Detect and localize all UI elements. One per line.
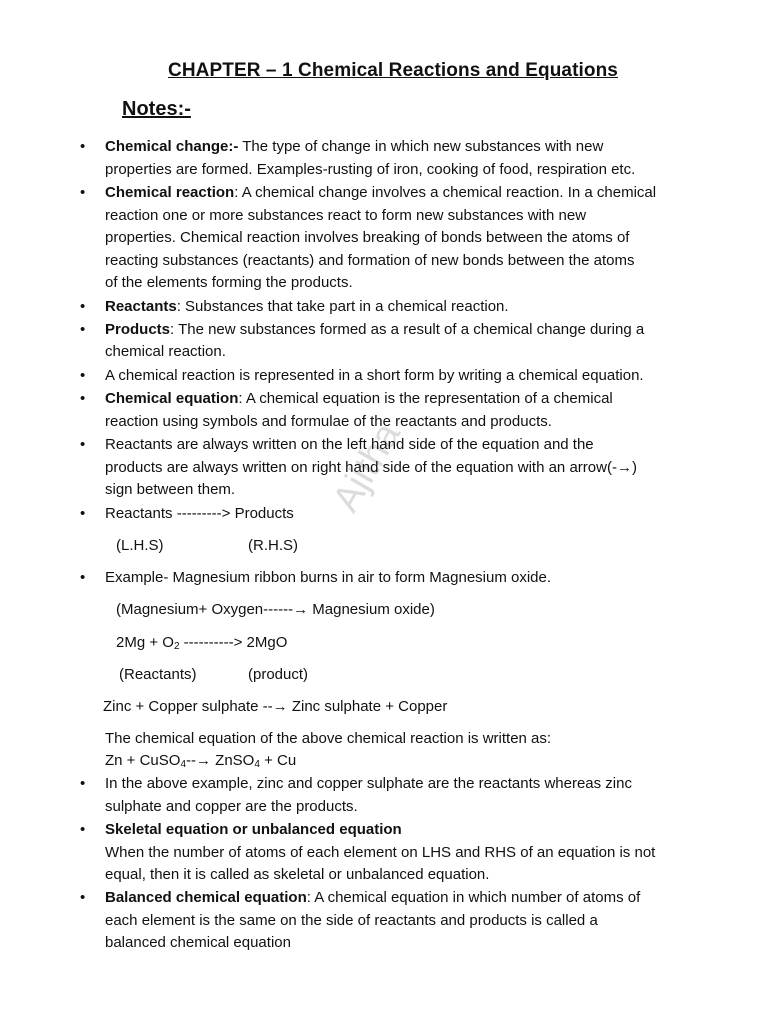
- written-as-line: The chemical equation of the above chemical reaction is written as:: [105, 730, 552, 747]
- chemical-reaction-line-3: properties. Chemical reaction involves breaking of bonds between the atoms of: [105, 229, 630, 246]
- chemical-reaction-line-5: of the elements forming the products.: [105, 274, 353, 291]
- chemical-equation-text: : A chemical equation is the representation of a chemical: [238, 390, 613, 407]
- bullet-icon: [80, 567, 90, 589]
- bullet-icon: [80, 819, 90, 841]
- above-example-line-1: In the above example, zinc and copper sulphate are the reactants whereas zinc: [105, 775, 632, 792]
- product-label: (product): [248, 666, 309, 683]
- sides-line-1: Reactants are always written on the left hand side of the equation and the: [105, 436, 594, 453]
- zn-eq-part-2: --→ ZnSO: [186, 752, 255, 769]
- products-line-1: [105, 319, 644, 341]
- skeletal-heading: [105, 819, 402, 841]
- rhs-label: (R.H.S): [248, 537, 298, 554]
- bullet-icon: [80, 434, 90, 456]
- chemical-equation-line-1: [105, 388, 613, 410]
- bullet-icon: [80, 319, 90, 341]
- magnesium-chemical-equation: [116, 632, 287, 658]
- zn-eq-part-3: + Cu: [259, 752, 297, 769]
- chemical-equation-line-2: reaction using symbols and formulae of the reactants and products.: [105, 413, 552, 430]
- reactants-products-line: Reactants ---------> Products: [105, 505, 294, 522]
- skeletal-line-1: When the number of atoms of each element on LHS and RHS of an equation is not: [105, 844, 656, 861]
- skeletal-term: Skeletal equation or unbalanced equation: [105, 821, 402, 838]
- sides-line-2: products are always written on right hand side of the equation with an arrow(-→): [105, 459, 637, 476]
- zn-eq-subscript-1: 4: [180, 759, 187, 770]
- mg-eq-subscript: 2: [173, 641, 180, 652]
- chemical-reaction-line-1: [105, 182, 656, 204]
- chemical-reaction-line-4: reacting substances (reactants) and formation of new bonds between the atoms: [105, 252, 635, 269]
- bullet-icon: [80, 773, 90, 795]
- notes-heading: Notes:-: [122, 98, 191, 120]
- skeletal-line-2: equal, then it is called as skeletal or unbalanced equation.: [105, 866, 490, 883]
- balanced-line-3: balanced chemical equation: [105, 934, 291, 951]
- balanced-line-2: each element is the same on the side of reactants and products is called a: [105, 912, 598, 929]
- chemical-change-term: Chemical change:-: [105, 138, 239, 155]
- chemical-change-line-2: properties are formed. Examples-rusting of iron, cooking of food, respiration etc.: [105, 161, 636, 178]
- mg-eq-part-1: 2Mg + O: [116, 634, 174, 651]
- chemical-reaction-text: : A chemical change involves a chemical reaction. In a chemical: [234, 184, 657, 201]
- chemical-reaction-line-2: reaction one or more substances react to form new substances with new: [105, 207, 587, 224]
- magnesium-word-equation: (Magnesium+ Oxygen------→ Magnesium oxide): [116, 601, 435, 618]
- chapter-title: CHAPTER – 1 Chemical Reactions and Equations: [168, 60, 618, 81]
- zinc-word-equation: Zinc + Copper sulphate --→ Zinc sulphate + Copper: [103, 698, 448, 715]
- bullet-icon: [80, 136, 90, 158]
- sides-line-3: sign between them.: [105, 481, 236, 498]
- chemical-equation-term: Chemical equation: [105, 390, 239, 407]
- chemical-reaction-term: Chemical reaction: [105, 184, 235, 201]
- bullet-icon: [80, 182, 90, 204]
- bullet-icon: [80, 887, 90, 909]
- products-term: Products: [105, 321, 171, 338]
- chemical-change-line-1: [105, 136, 603, 158]
- reactants-label: (Reactants): [119, 666, 197, 683]
- reactants-term: Reactants: [105, 298, 177, 315]
- reactants-text: : Substances that take part in a chemical reaction.: [176, 298, 509, 315]
- balanced-text: : A chemical equation in which number of atoms of: [306, 889, 641, 906]
- bullet-icon: [80, 503, 90, 525]
- chemical-change-text: The type of change in which new substances with new: [238, 138, 604, 155]
- mg-eq-part-2: ----------> 2MgO: [179, 634, 288, 651]
- balanced-line-1: [105, 887, 640, 909]
- example-line: Example- Magnesium ribbon burns in air to form Magnesium oxide.: [105, 569, 552, 586]
- reactants-line: [105, 296, 509, 318]
- bullet-icon: [80, 365, 90, 387]
- bullet-icon: [80, 296, 90, 318]
- short-form-line: A chemical reaction is represented in a short form by writing a chemical equation.: [105, 367, 644, 384]
- lhs-label: (L.H.S): [116, 537, 164, 554]
- above-example-line-2: sulphate and copper are the products.: [105, 798, 358, 815]
- products-text: : The new substances formed as a result of a chemical change during a: [170, 321, 645, 338]
- watermark: Ajitha: [325, 415, 409, 519]
- balanced-term: Balanced chemical equation: [105, 889, 307, 906]
- products-line-2: chemical reaction.: [105, 343, 226, 360]
- zn-eq-part-1: Zn + CuSO: [105, 752, 181, 769]
- bullet-icon: [80, 388, 90, 410]
- zn-eq-subscript-2: 4: [254, 759, 260, 770]
